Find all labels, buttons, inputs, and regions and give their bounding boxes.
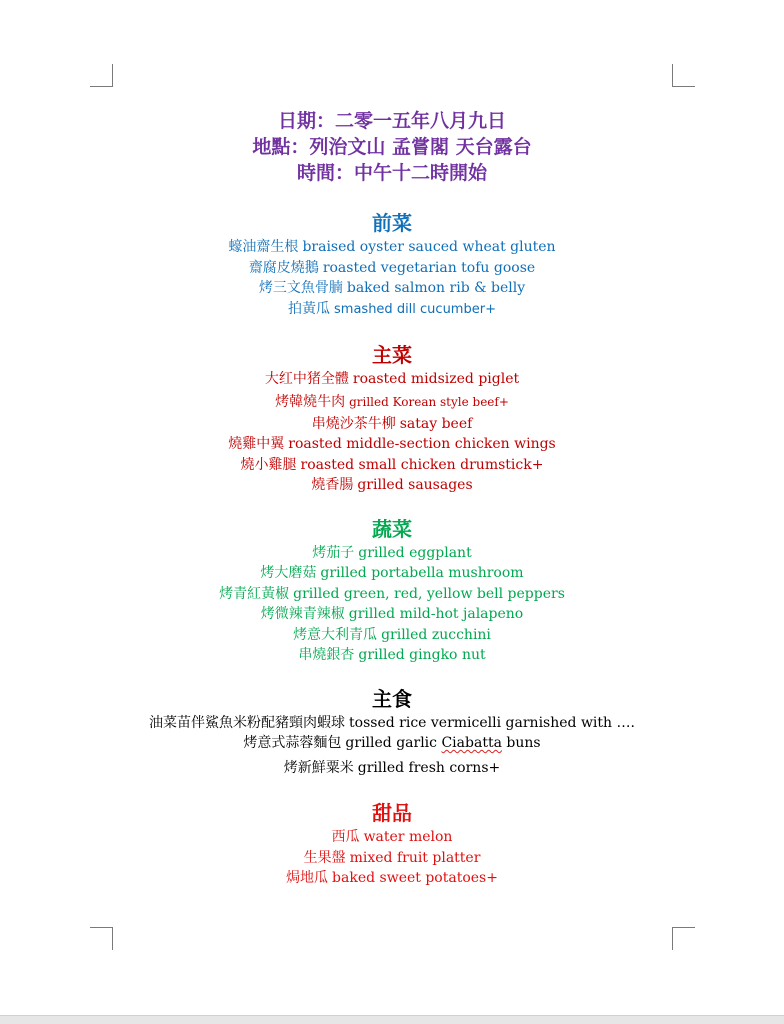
item-chinese: 大红中猪全體 <box>264 371 349 387</box>
item-chinese: 串燒沙茶牛柳 <box>311 415 396 432</box>
event-time: 時間：中午十二時開始 <box>296 162 487 184</box>
menu-item <box>100 278 684 299</box>
section-title-dessert: 甜品 <box>372 801 412 825</box>
section-appetizer <box>100 210 684 320</box>
menu-item <box>100 258 684 279</box>
event-date: 日期：二零一五年八月九日 <box>277 110 506 132</box>
item-english: grilled green, red, yellow bell peppers <box>293 585 565 602</box>
section-title-vegetable: 蔬菜 <box>372 516 412 541</box>
item-chinese: 串燒銀杏 <box>298 647 355 663</box>
item-english: grilled mild-hot jalapeno <box>348 606 524 622</box>
item-english: grilled Korean style beef+ <box>349 394 509 409</box>
menu-item <box>100 758 684 779</box>
menu-item <box>100 604 684 625</box>
item-chinese: 烤青紅黃椒 <box>219 585 290 602</box>
item-chinese: 烤微辣青辣椒 <box>260 606 345 622</box>
item-english: roasted vegetarian tofu goose <box>322 259 536 276</box>
item-chinese: 燒香腸 <box>311 477 354 493</box>
item-chinese: 烤三文魚骨腩 <box>258 280 343 296</box>
item-english: roasted middle-section chicken wings <box>288 436 556 452</box>
item-english: grilled eggplant <box>358 544 472 561</box>
menu-item <box>100 625 684 646</box>
window-bottom-bar <box>0 1015 784 1024</box>
item-english: grilled sausages <box>357 477 473 493</box>
menu-item <box>100 827 684 848</box>
item-chinese: 烤韓燒牛肉 <box>275 393 346 410</box>
item-chinese: 燒雞中翼 <box>228 436 285 452</box>
item-english: tossed rice vermicelli garnished with …. <box>349 714 635 731</box>
item-english: buns <box>506 735 541 751</box>
menu-item <box>100 733 684 754</box>
item-chinese: 油菜苗伴鯊魚米粉配豬頸肉蝦球 <box>149 714 346 731</box>
margin-corner-top-right <box>672 64 695 87</box>
section-title-staple: 主食 <box>372 686 412 711</box>
section-main <box>100 342 684 496</box>
margin-corner-bottom-right <box>672 927 695 950</box>
section-staple <box>100 686 684 779</box>
section-title-main: 主菜 <box>372 343 412 367</box>
item-chinese: 焗地瓜 <box>286 870 329 886</box>
menu-item <box>100 237 684 258</box>
item-chinese: 齋腐皮燒鵝 <box>248 259 319 276</box>
item-english: baked sweet potatoes+ <box>332 870 498 886</box>
item-chinese: 蠔油齋生根 <box>228 239 299 255</box>
item-english: baked salmon rib & belly <box>346 280 526 296</box>
item-english: grilled gingko nut <box>358 647 486 663</box>
margin-corner-top-left <box>90 64 113 87</box>
item-chinese: 西瓜 <box>331 829 360 845</box>
item-english: grilled portabella mushroom <box>320 565 524 581</box>
menu-item <box>100 414 684 435</box>
menu-item <box>100 848 684 869</box>
menu-item <box>100 584 684 605</box>
item-english: water melon <box>363 829 453 845</box>
item-chinese: 燒小雞腿 <box>240 456 297 473</box>
item-english: smashed dill cucumber+ <box>334 301 496 317</box>
item-chinese: 烤意大利青瓜 <box>293 626 378 643</box>
menu-document[interactable] <box>100 108 684 889</box>
item-english: braised oyster sauced wheat gluten <box>302 239 556 255</box>
menu-item <box>100 563 684 584</box>
item-chinese: 拍黃瓜 <box>288 300 331 317</box>
item-english: roasted small chicken drumstick+ <box>300 456 544 473</box>
event-location: 地點：列治文山 孟嘗閣 天台露台 <box>252 136 532 158</box>
item-chinese: 烤新鮮粟米 <box>283 759 354 776</box>
event-header <box>100 108 684 186</box>
menu-item <box>100 868 684 889</box>
menu-item <box>100 390 684 414</box>
menu-item <box>100 645 684 666</box>
menu-item <box>100 434 684 455</box>
item-english: grilled fresh corns+ <box>357 759 501 776</box>
menu-item <box>100 299 684 321</box>
margin-corner-bottom-left <box>90 927 113 950</box>
item-chinese: 烤大磨菇 <box>260 565 317 581</box>
menu-item <box>100 713 684 734</box>
item-english: grilled zucchini <box>381 626 491 643</box>
section-title-appetizer: 前菜 <box>372 211 412 235</box>
section-dessert <box>100 800 684 889</box>
item-chinese: 生果盤 <box>303 849 346 866</box>
item-english: satay beef <box>399 415 473 432</box>
menu-item <box>100 543 684 564</box>
menu-item <box>100 369 684 390</box>
item-chinese: 烤意式蒜蓉麵包 <box>243 735 342 751</box>
item-english: roasted midsized piglet <box>352 371 520 387</box>
item-english: grilled garlic <box>345 735 438 751</box>
section-vegetable <box>100 516 684 666</box>
menu-item <box>100 475 684 496</box>
item-english: mixed fruit platter <box>349 849 481 866</box>
item-chinese: 烤茄子 <box>312 544 355 561</box>
item-english-misspelled: Ciabatta <box>441 735 502 751</box>
menu-item <box>100 455 684 476</box>
